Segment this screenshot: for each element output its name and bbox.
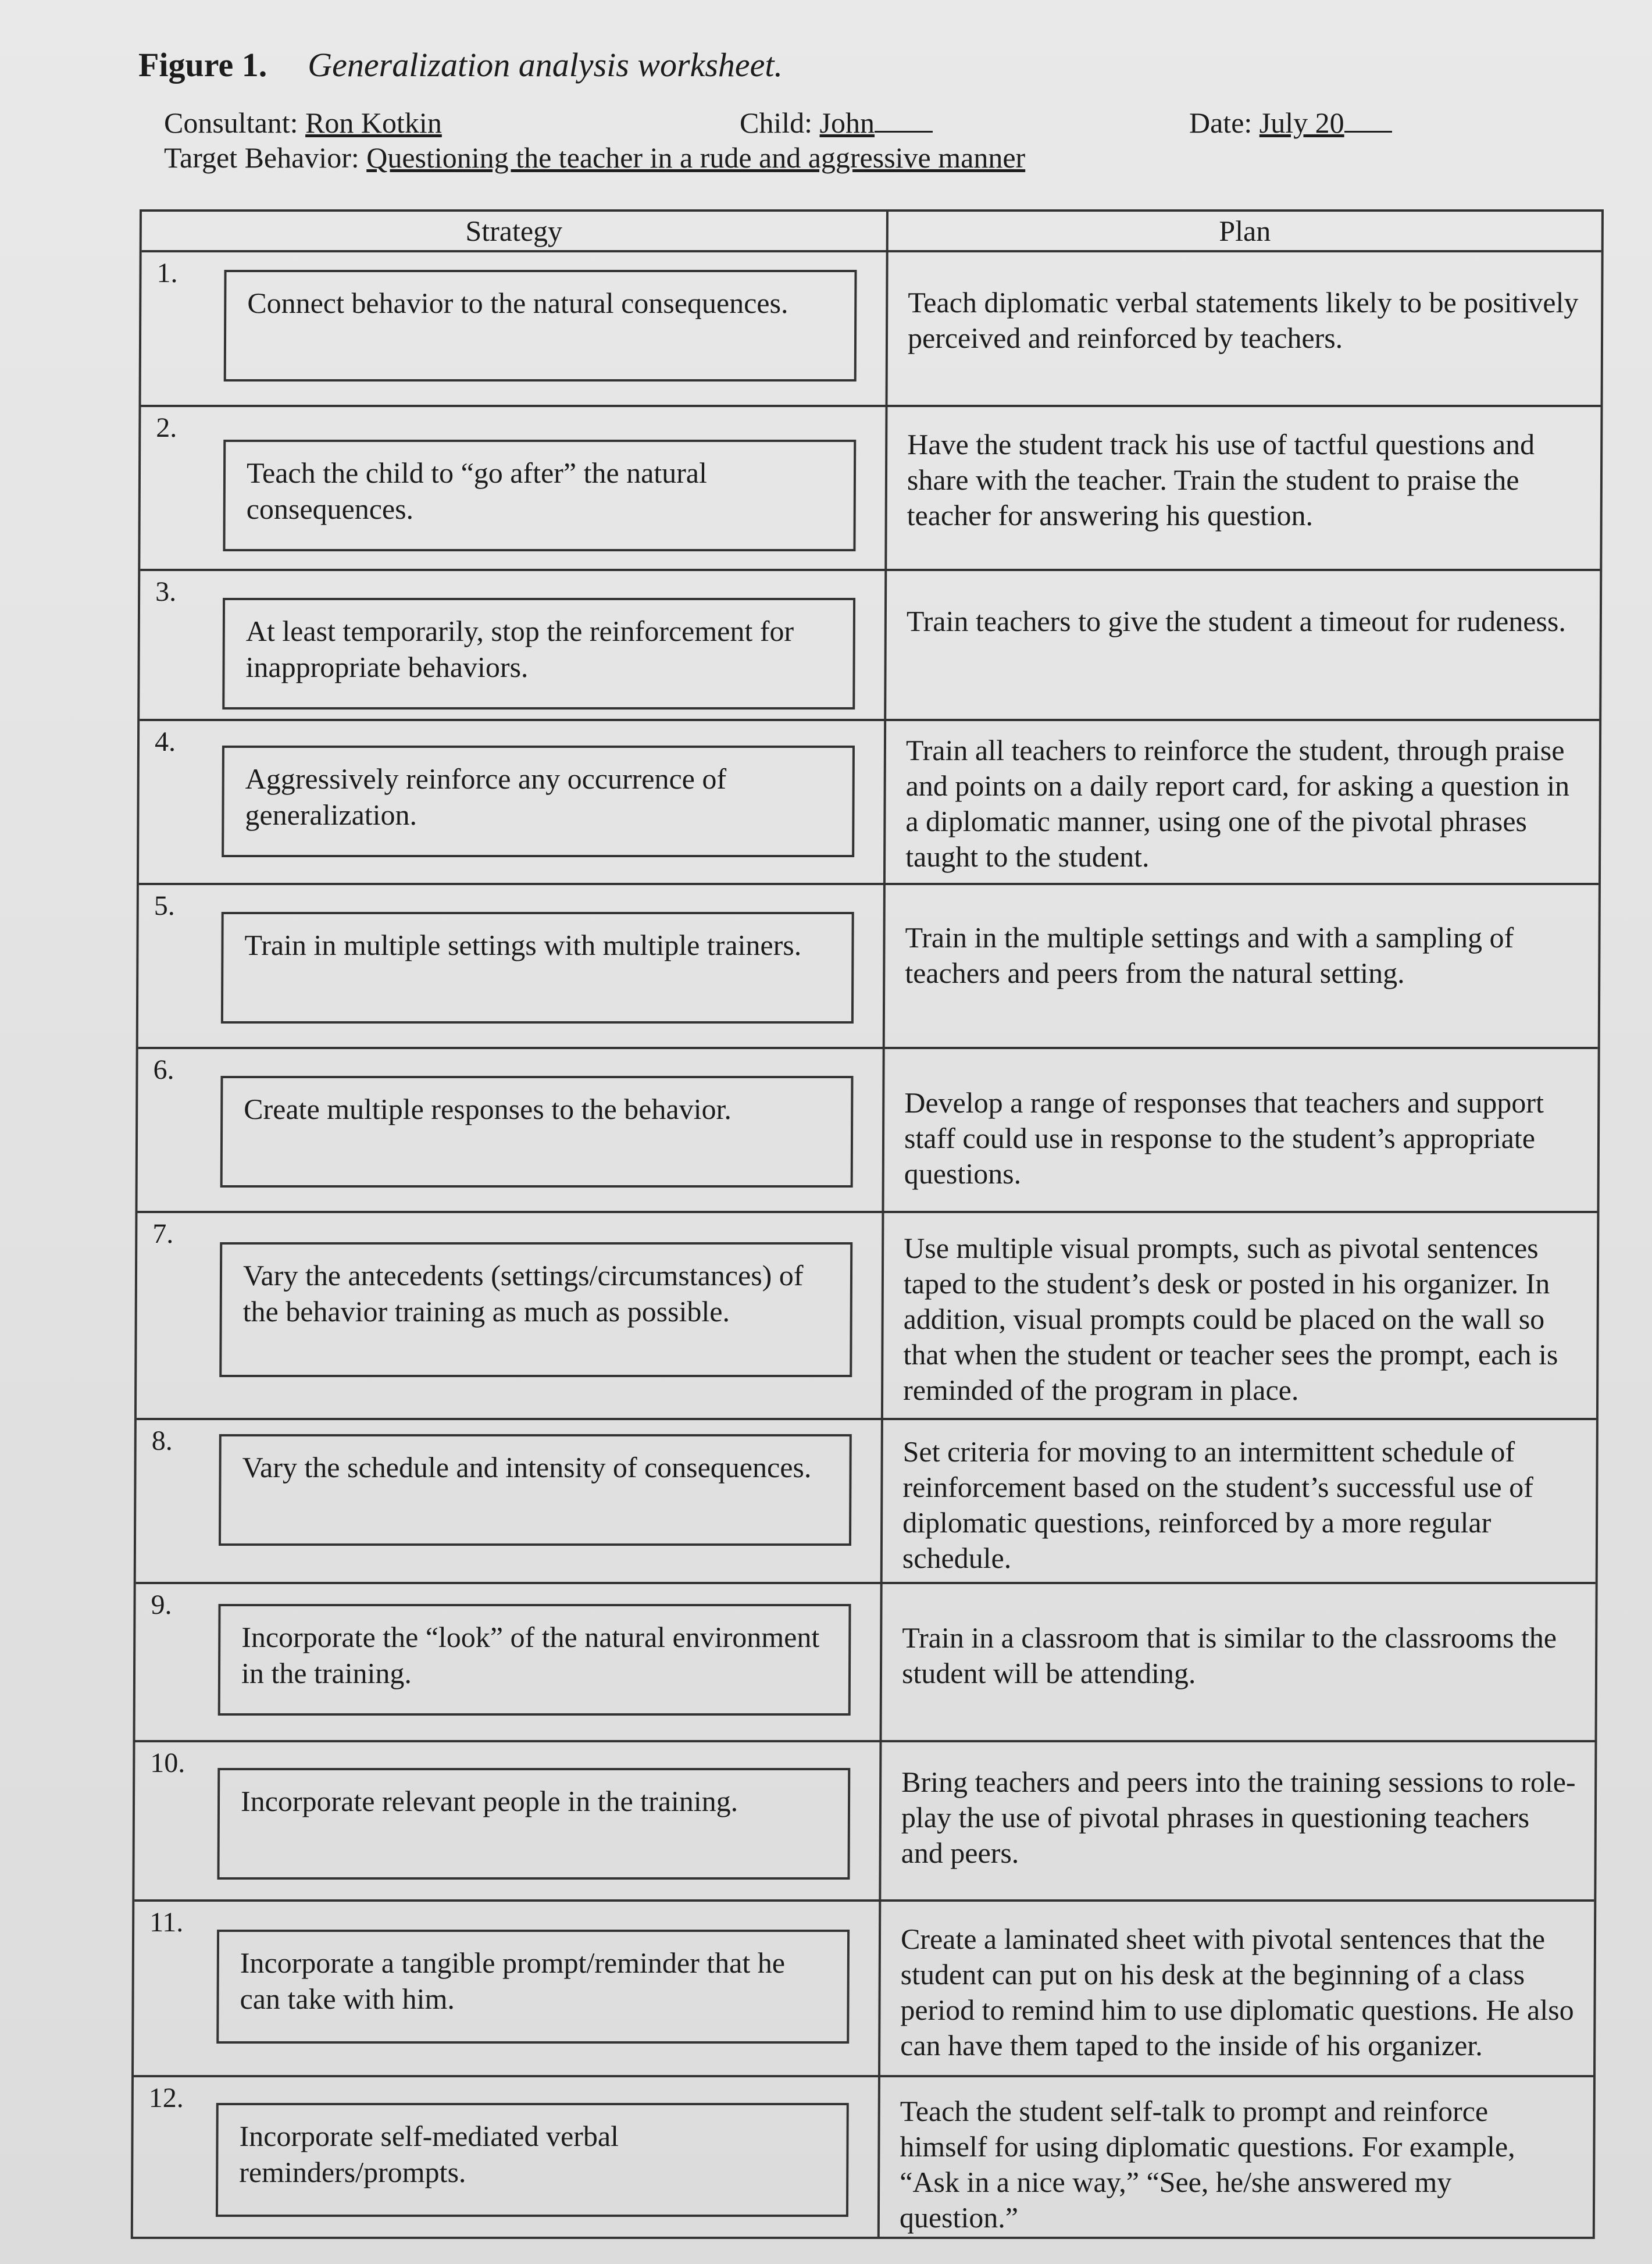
table-row [141,252,1601,407]
table-row [139,721,1599,885]
table-row [137,1213,1597,1420]
plan-text: Set criteria for moving to an intermittent schedule of reinforcement based on the student’s successful use of diplomatic questions, reinforced by a more regular schedule. [902,1435,1533,1574]
strategy-column-header: Strategy [465,215,563,247]
strategy-box: Incorporate the “look” of the natural environment in the training. [218,1604,851,1716]
date-blank-line [1344,130,1392,133]
table-row [138,885,1599,1049]
table-row [140,407,1600,571]
child-label: Child: [740,106,813,139]
target-behavior-line [164,141,1025,174]
row-number: 3. [155,576,177,607]
row-number: 7. [152,1218,174,1249]
strategy-box: Train in multiple settings with multiple trainers. [221,912,854,1024]
plan-text: Use multiple visual prompts, such as pivotal sentences taped to the student’s desk or posted in his organizer. In addition, visual prompts could be placed on the wall so that when the student or teacher sees the prompt, each is reminded of the program in place. [903,1232,1558,1406]
row-number: 11. [149,1907,184,1938]
figure-caption: Generalization analysis worksheet. [308,46,783,84]
row-number: 4. [154,726,176,757]
row-number: 5. [154,890,175,921]
table-row [140,571,1600,721]
table-row [133,2077,1593,2239]
plan-text: Train all teachers to reinforce the student, through praise and points on a daily report card, for asking a question in a diplomatic manner, using one of the pivotal phrases taught to the student. [905,734,1570,873]
plan-text: Teach diplomatic verbal statements likely to be positively perceived and reinforced by teachers. [907,286,1579,354]
consultant-line [164,106,442,140]
date-value: July 20 [1259,106,1344,139]
strategy-box: Incorporate relevant people in the training. [217,1768,850,1880]
strategy-box: Connect behavior to the natural consequences. [224,270,857,382]
plan-text: Develop a range of responses that teachers and support staff could use in response to the student’s appropriate questions. [904,1086,1544,1190]
plan-text: Bring teachers and peers into the training sessions to role-play the use of pivotal phrases in questioning teachers and peers. [901,1766,1576,1869]
table-row [136,1420,1596,1584]
table-row [135,1584,1595,1742]
table-row [134,1742,1594,1902]
strategy-box: Create multiple responses to the behavior. [220,1076,854,1188]
plan-text: Train in the multiple settings and with a sampling of teachers and peers from the natural setting. [905,921,1514,989]
table-row [134,1902,1594,2077]
table-row [137,1049,1597,1213]
strategy-box: Teach the child to “go after” the natural consequences. [223,440,856,551]
consultant-value: Ron Kotkin [305,106,442,139]
row-number: 2. [156,412,177,443]
consultant-label: Consultant: [164,106,298,139]
plan-column-header: Plan [1219,215,1271,247]
table-header [142,212,1601,252]
date-label: Date: [1189,106,1253,139]
row-number: 10. [150,1748,185,1778]
child-value: John [819,106,875,139]
strategy-box: At least temporarily, stop the reinforcement for inappropriate behaviors. [222,598,855,709]
plan-text: Train teachers to give the student a timeout for rudeness. [906,605,1567,637]
date-line [1189,106,1392,140]
strategy-box: Aggressively reinforce any occurrence of generalization. [222,746,855,857]
strategy-box: Incorporate a tangible prompt/reminder that he can take with him. [216,1930,850,2044]
row-number: 6. [153,1054,174,1085]
plan-text: Teach the student self-talk to prompt and reinforce himself for using diplomatic questions. For example, “Ask in a nice way,” “See, he/she answered my question.” [899,2095,1515,2234]
figure-label: Figure 1. [138,46,267,84]
row-number: 9. [151,1589,172,1620]
strategy-box: Vary the antecedents (settings/circumstances) of the behavior training as much as possible. [219,1242,852,1377]
analysis-table [131,209,1604,2239]
child-line [740,106,933,140]
row-number: 1. [156,258,178,288]
plan-text: Train in a classroom that is similar to the classrooms the student will be attending. [901,1621,1557,1689]
figure-title [138,45,783,84]
plan-text: Create a laminated sheet with pivotal sentences that the student can put on his desk at the beginning of a class period to remind him to use diplomatic questions. He also can have them taped to the inside of his organizer. [900,1923,1574,2062]
strategy-box: Vary the schedule and intensity of consequences. [219,1434,852,1546]
target-behavior-label: Target Behavior: [164,141,359,174]
row-number: 12. [148,2083,184,2113]
target-behavior-value: Questioning the teacher in a rude and aggressive manner [366,141,1026,174]
child-blank-line [875,130,933,133]
row-number: 8. [151,1425,173,1456]
strategy-box: Incorporate self-mediated verbal reminders/prompts. [216,2103,849,2217]
plan-text: Have the student track his use of tactful questions and share with the teacher. Train the student to praise the teacher for answering his question. [907,428,1535,532]
